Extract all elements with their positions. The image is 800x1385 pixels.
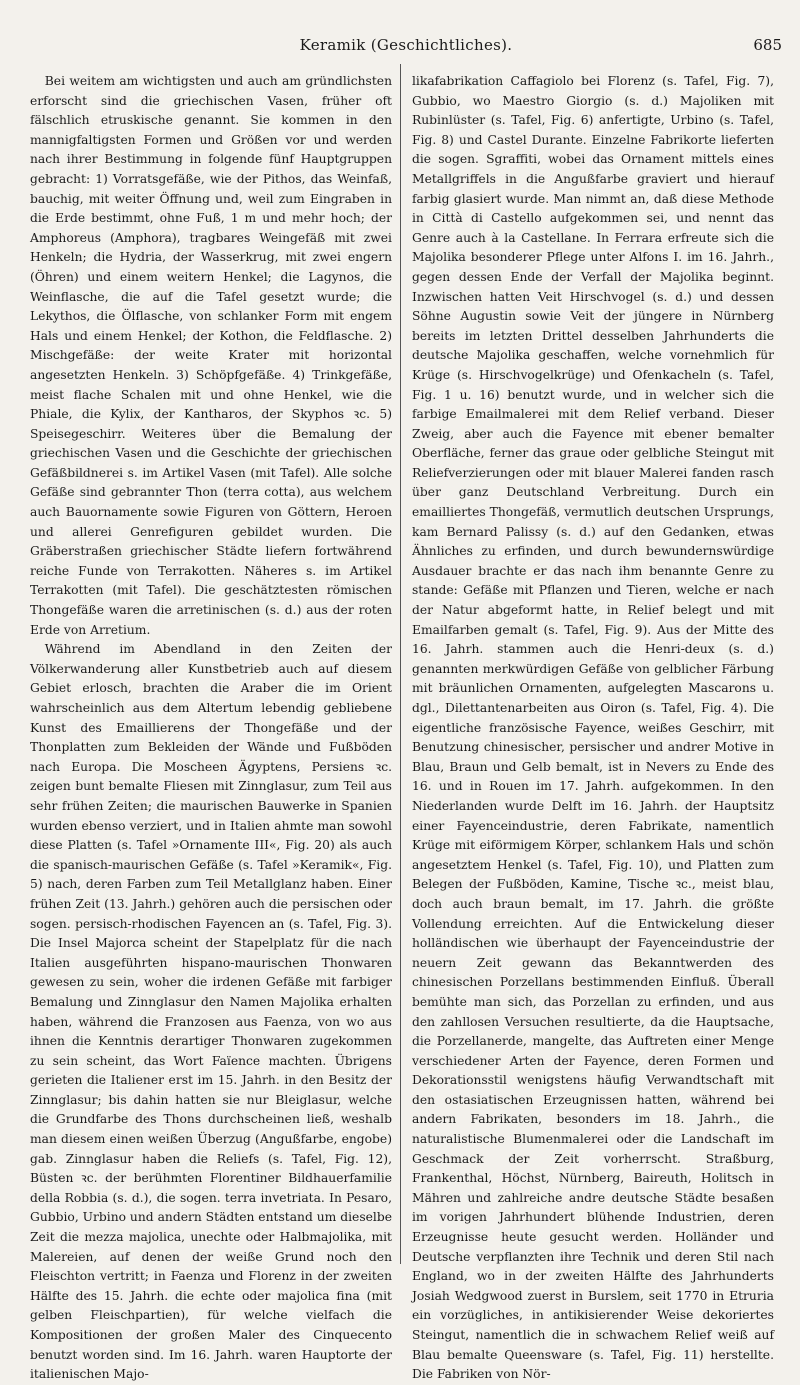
running-title: Keramik (Geschichtliches).: [299, 36, 513, 54]
running-head: [30, 36, 782, 58]
column-divider: [400, 64, 401, 1264]
paragraph: likafabrikation Caffagiolo bei Florenz (s. Tafel, Fig. 7), Gubbio, wo Maestro Giorgio (s. d.) Majoliken mit Rubinlüster (s. Tafel, Fig. 6) anfertigte, Urbino (s. Tafel, Fig. 8) und Castel Durante. Einzelne Fabrikorte lieferten die sogen. Sgraffiti, wobei das Ornament mittels eines Metallgriffels in die Angußfarbe graviert und hierauf farbig glasiert wurde. Man nimmt an, daß diese Methode in Città di Castello aufgekommen sei, und nennt das Genre auch à la Castellane. In Ferrara erfreute sich die Majolika besonderer Pflege unter Alfons I. im 16. Jahrh., gegen dessen Ende der Verfall der Majolika beginnt. Inzwischen hatten Veit Hirschvogel (s. d.) und dessen Söhne Augustin sowie Veit der jüngere in Nürnberg bereits im letzten Drittel desselben Jahrhunderts die deutsche Majolika geschaffen, welche vornehmlich für Krüge (s. Hirschvogelkrüge) und Ofenkacheln (s. Tafel, Fig. 1 u. 16) benutzt wurde, und in welcher sich die farbige Emailmalerei mit dem Relief verband. Dieser Zweig, aber auch die Fayence mit ebener bemalter Oberfläche, ferner das graue oder gelbliche Steingut mit Reliefverzierungen oder mit blauer Malerei fanden rasch über ganz Deutschland Verbreitung. Durch ein emailliertes Thongefäß, vermutlich deutschen Ursprungs, kam Bernard Palissy (s. d.) auf den Gedanken, etwas Ähnliches zu erfinden, und durch bewundernswürdige Ausdauer brachte er das nach ihm benannte Genre zu stande: Gefäße mit Pflanzen und Tieren, welche er nach der Natur abgeformt hatte, in Relief belegt und mit Emailfarben gemalt (s. Tafel, Fig. 9). Aus der Mitte des 16. Jahrh. stammen auch die Henri-deux (s. d.) genannten merkwürdigen Gefäße von gelblicher Färbung mit bräunlichen Ornamenten, aufgelegten Mascarons u. dgl., Dilettantenarbeiten aus Oiron (s. Tafel, Fig. 4). Die eigentliche französische Fayence, weißes Geschirr, mit Benutzung chinesischer, persischer und andrer Motive in Blau, Braun und Gelb bemalt, ist in Nevers zu Ende des 16. und in Rouen im 17. Jahrh. aufgekommen. In den Niederlanden wurde Delft im 16. Jahrh. der Hauptsitz einer Fayenceindustrie, deren Fabrikate, namentlich Krüge mit eiförmigem Körper, schlankem Hals und schön angesetztem Henkel (s. Tafel, Fig. 10), und Platten zum Belegen der Fußböden, Kamine, Tische ꝛc., meist blau, doch auch braun bemalt, im 17. Jahrh. die größte Vollendung erreichten. Auf die Entwickelung dieser holländischen wie überhaupt der Fayenceindustrie der neuern Zeit gewann das Bekanntwerden des chinesischen Porzellans bestimmenden Einfluß. Überall bemühte man sich, das Porzellan zu erfinden, und aus den zahllosen Versuchen resultierte, da die Hauptsache, die Porzellanerde, mangelte, das Auftreten einer Menge verschiedener Arten der Fayence, deren Formen und Dekorationsstil wenigstens häufig Verwandtschaft mit den ostasiatischen Erzeugnissen hatten, während bei andern Fabrikaten, besonders im 18. Jahrh., die naturalistische Blumenmalerei oder die Landschaft im Geschmack der Zeit vorherrscht. Straßburg, Frankenthal, Höchst, Nürnberg, Baireuth, Holitsch in Mähren und zahlreiche andre deutsche Städte besaßen im vorigen Jahrhundert blühende Industrien, deren Erzeugnisse heute gesucht werden. Holländer und Deutsche verpflanzten ihre Technik und deren Stil nach England, wo in der zweiten Hälfte des Jahrhunderts Josiah Wedgwood zuerst in Burslem, seit 1770 in Etruria ein vorzügliches, in antikisierender Weise dekoriertes Steingut, namentlich die in schwachem Relief weiß auf Blau bemalte Queensware (s. Tafel, Fig. 11) herstellte. Die Fabriken von Nör-: [412, 74, 774, 1382]
right-column: [412, 72, 774, 1382]
page-number: 685: [753, 36, 782, 54]
paragraph: Während im Abendland in den Zeiten der Völkerwanderung aller Kunstbetrieb auch auf diesem Gebiet erlosch, brachten die Araber die im Orient wahrscheinlich aus dem Altertum lebendig gebliebene Kunst des Emaillierens der Thongefäße und der Thonplatten zum Bekleiden der Wände und Fußböden nach Europa. Die Moscheen Ägyptens, Persiens ꝛc. zeigen bunt bemalte Fliesen mit Zinnglasur, zum Teil aus sehr frühen Zeiten; die maurischen Bauwerke in Spanien wurden ebenso verziert, und in Italien ahmte man sowohl diese Platten (s. Tafel »Ornamente III«, Fig. 20) als auch die spanisch-maurischen Gefäße (s. Tafel »Keramik«, Fig. 5) nach, deren Farben zum Teil Metallglanz haben. Einer frühen Zeit (13. Jahrh.) gehören auch die persischen oder sogen. persisch-rhodischen Fayencen an (s. Tafel, Fig. 3). Die Insel Majorca scheint der Stapelplatz für die nach Italien ausgeführten hispano-maurischen Thonwaren gewesen zu sein, woher die irdenen Gefäße mit farbiger Bemalung und Zinnglasur den Namen Majolika erhalten haben, während die Franzosen aus Faenza, von wo aus ihnen die Kenntnis derartiger Thonwaren zugekommen zu sein scheint, das Wort Faïence machten. Übrigens gerieten die Italiener erst im 15. Jahrh. in den Besitz der Zinnglasur; bis dahin hatten sie nur Bleiglasur, welche die Grundfarbe des Thons durchscheinen ließ, weshalb man diesem einen weißen Überzug (Angußfarbe, engobe) gab. Zinnglasur haben die Reliefs (s. Tafel, Fig. 12), Büsten ꝛc. der berühmten Florentiner Bildhauerfamilie della Robbia (s. d.), die sogen. terra invetriata. In Pesaro, Gubbio, Urbino und andern Städten entstand um dieselbe Zeit die mezza majolica, unechte oder Halbmajolika, mit Malereien, auf denen der weiße Grund noch den Fleischton vertritt; in Faenza und Florenz in der zweiten Hälfte des 15. Jahrh. die echte oder majolica fina (mit gelben Fleischpartien), für welche vielfach die Kompositionen der großen Maler des Cinquecento benutzt worden sind. Im 16. Jahrh. waren Hauptorte der italienischen Majo-: [30, 642, 392, 1382]
left-column: [30, 72, 392, 1382]
paragraph: Bei weitem am wichtigsten und auch am gründlichsten erforscht sind die griechischen Vasen, früher oft fälschlich etruskische genannt. Sie kommen in den mannigfaltigsten Formen und Größen vor und werden nach ihrer Bestimmung in folgende fünf Hauptgruppen gebracht: 1) Vorratsgefäße, wie der Pithos, das Weinfaß, bauchig, mit weiter Öffnung und, weil zum Eingraben in die Erde bestimmt, ohne Fuß, 1 m und mehr hoch; der Amphoreus (Amphora), tragbares Weingefäß mit zwei Henkeln; die Hydria, der Wasserkrug, mit zwei engern (Öhren) und einem weitern Henkel; die Lagynos, die Weinflasche, die auf die Tafel gesetzt wurde; die Lekythos, die Ölflasche, von schlanker Form mit engem Hals und einem Henkel; der Kothon, die Feldflasche. 2) Mischgefäße: der weite Krater mit horizontal angesetzten Henkeln. 3) Schöpfgefäße. 4) Trinkgefäße, meist flache Schalen mit und ohne Henkel, wie die Phiale, die Kylix, der Kantharos, der Skyphos ꝛc. 5) Speisegeschirr. Weiteres über die Bemalung der griechischen Vasen und die Geschichte der griechischen Gefäßbildnerei s. im Artikel Vasen (mit Tafel). Alle solche Gefäße sind gebrannter Thon (terra cotta), aus welchem auch Bauornamente sowie Figuren von Göttern, Heroen und allerei Genrefiguren gebildet wurden. Die Gräberstraßen griechischer Städte liefern fortwährend reiche Funde von Terrakotten. Näheres s. im Artikel Terrakotten (mit Tafel). Die geschätztesten römischen Thongefäße waren die arretinischen (s. d.) aus der roten Erde von Arretium.: [30, 74, 392, 637]
